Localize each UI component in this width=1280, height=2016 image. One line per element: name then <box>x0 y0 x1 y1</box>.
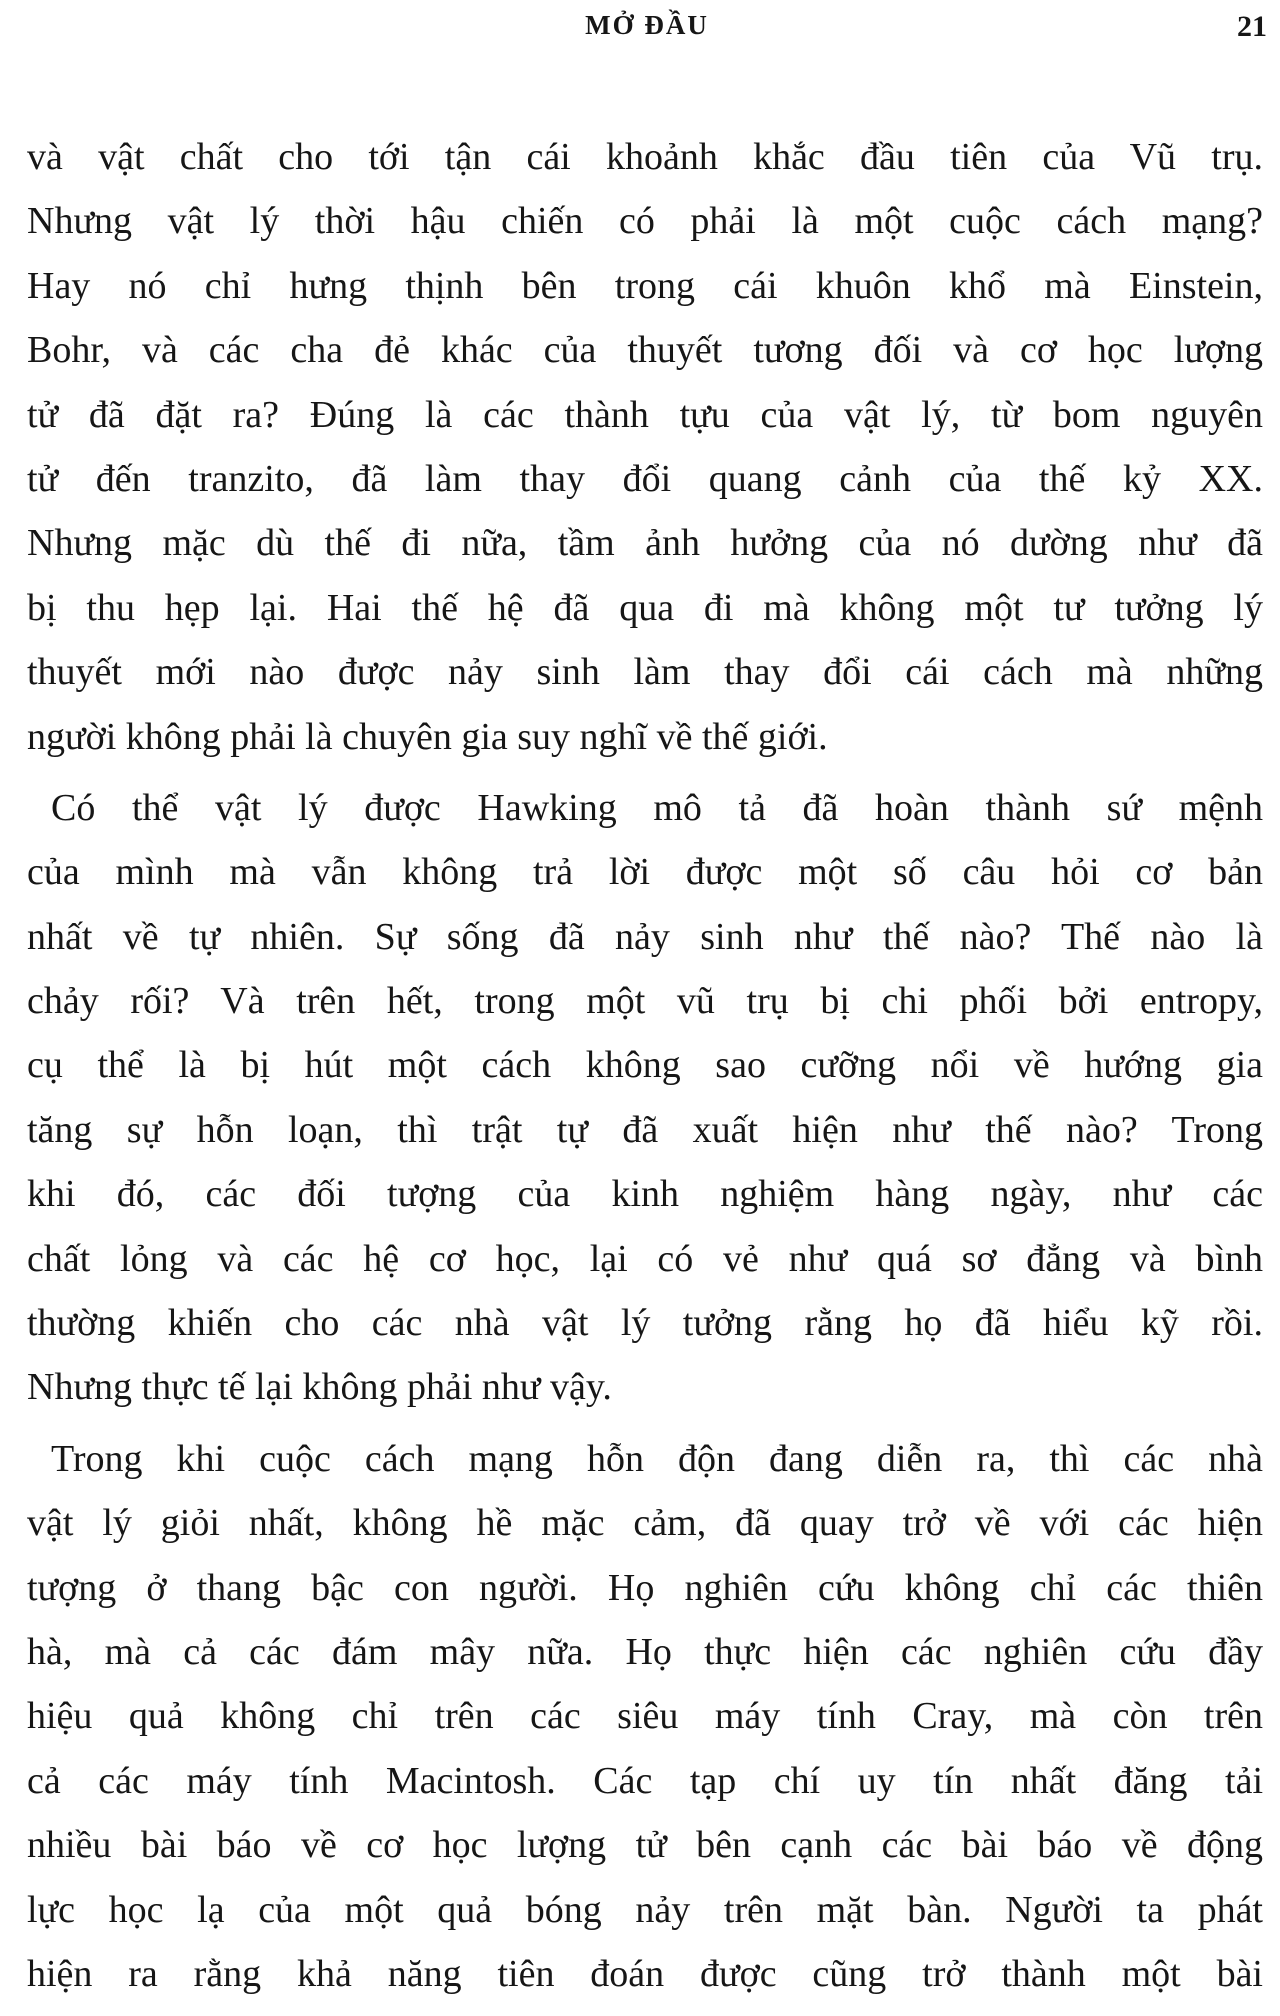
text-line: lực học lạ của một quả bóng nảy trên mặt bàn. Người ta phát <box>27 1888 1263 1931</box>
body-text <box>27 125 1263 2006</box>
text-line: hiệu quả không chỉ trên các siêu máy tính Cray, mà còn trên <box>27 1695 1263 1738</box>
text-line: hiện ra rằng khả năng tiên đoán được cũng trở thành một bài <box>27 1952 1263 1995</box>
running-header <box>27 10 1267 50</box>
page-number: 21 <box>1237 10 1267 43</box>
text-line: vật lý giỏi nhất, không hề mặc cảm, đã quay trở về với các hiện <box>27 1502 1263 1545</box>
text-line: cụ thể là bị hút một cách không sao cưỡng nổi về hướng gia <box>27 1044 1263 1087</box>
text-line: chất lỏng và các hệ cơ học, lại có vẻ như quá sơ đẳng và bình <box>27 1237 1263 1280</box>
running-title: MỞ ĐẦU <box>585 10 709 40</box>
text-line: Có thể vật lý được Hawking mô tả đã hoàn thành sứ mệnh <box>51 786 1263 829</box>
text-line: thuyết mới nào được nảy sinh làm thay đổi cái cách mà những <box>27 651 1263 694</box>
text-line: khi đó, các đối tượng của kinh nghiệm hàng ngày, như các <box>27 1173 1263 1216</box>
text-line: tử đã đặt ra? Đúng là các thành tựu của vật lý, từ bom nguyên <box>27 393 1263 436</box>
text-line: tử đến tranzito, đã làm thay đổi quang cảnh của thế kỷ XX. <box>27 457 1263 500</box>
text-line: Nhưng thực tế lại không phải như vậy. <box>27 1366 612 1409</box>
text-line: tăng sự hỗn loạn, thì trật tự đã xuất hiện như thế nào? Trong <box>27 1108 1263 1151</box>
text-line: tượng ở thang bậc con người. Họ nghiên cứu không chỉ các thiên <box>27 1566 1263 1609</box>
text-line: Hay nó chỉ hưng thịnh bên trong cái khuôn khổ mà Einstein, <box>27 264 1263 307</box>
text-line: người không phải là chuyên gia suy nghĩ về thế giới. <box>27 715 828 758</box>
text-line: và vật chất cho tới tận cái khoảnh khắc đầu tiên của Vũ trụ. <box>27 136 1263 178</box>
text-line: Bohr, và các cha đẻ khác của thuyết tương đối và cơ học lượng <box>27 329 1263 372</box>
text-line: nhất về tự nhiên. Sự sống đã nảy sinh như thế nào? Thế nào là <box>27 915 1263 958</box>
text-line: bị thu hẹp lại. Hai thế hệ đã qua đi mà không một tư tưởng lý <box>27 586 1263 629</box>
paragraph <box>27 776 1263 1420</box>
text-line: nhiều bài báo về cơ học lượng tử bên cạnh các bài báo về động <box>27 1824 1263 1867</box>
text-line: của mình mà vẫn không trả lời được một số câu hỏi cơ bản <box>27 851 1263 894</box>
text-line: Nhưng mặc dù thế đi nữa, tầm ảnh hưởng của nó dường như đã <box>27 522 1263 565</box>
text-line: Nhưng vật lý thời hậu chiến có phải là một cuộc cách mạng? <box>27 200 1263 243</box>
text-line: chảy rối? Và trên hết, trong một vũ trụ bị chi phối bởi entropy, <box>27 980 1263 1023</box>
paragraph <box>27 1427 1263 2007</box>
paragraph <box>27 125 1263 769</box>
text-line: cả các máy tính Macintosh. Các tạp chí uy tín nhất đăng tải <box>27 1759 1263 1802</box>
text-line: thường khiến cho các nhà vật lý tưởng rằng họ đã hiểu kỹ rồi. <box>27 1302 1263 1345</box>
text-line: hà, mà cả các đám mây nữa. Họ thực hiện các nghiên cứu đầy <box>27 1630 1263 1673</box>
text-line: Trong khi cuộc cách mạng hỗn độn đang diễn ra, thì các nhà <box>51 1437 1263 1480</box>
